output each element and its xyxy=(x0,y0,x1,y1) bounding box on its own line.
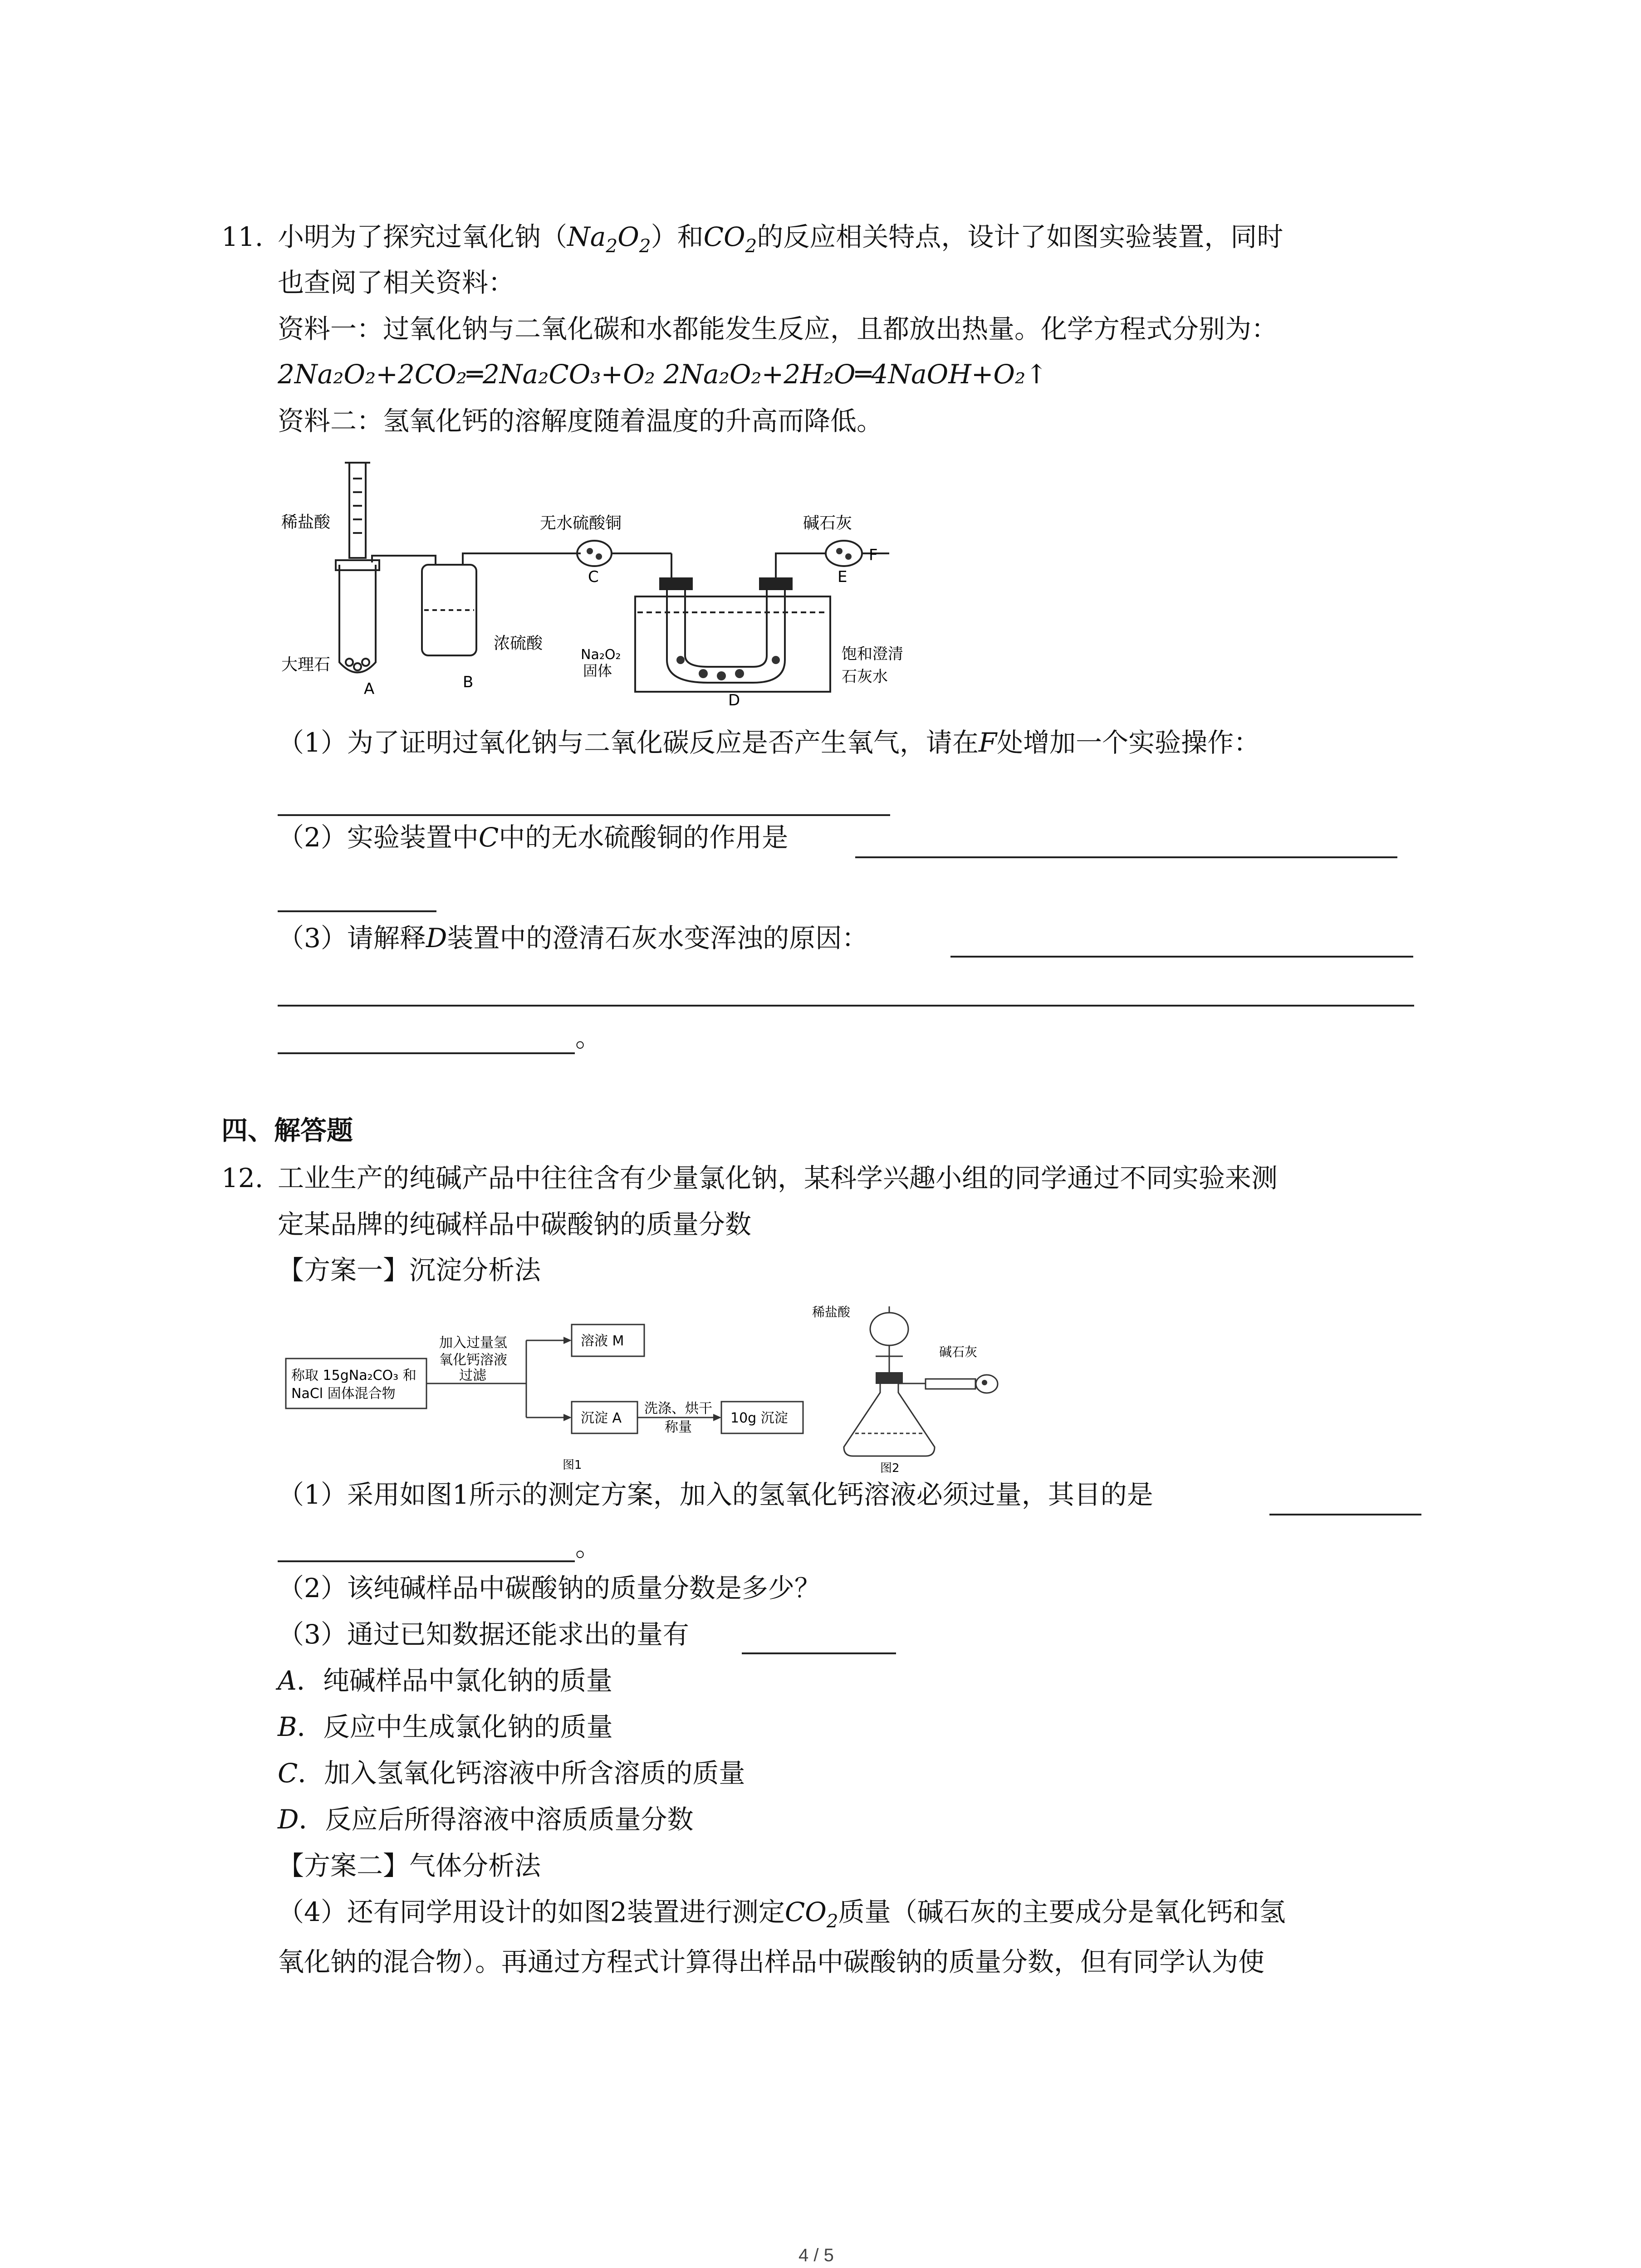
q12-option-d[interactable]: D．反应后所得溶液中溶质质量分数 xyxy=(278,1804,694,1835)
q12-plan1: 【方案一】沉淀分析法 xyxy=(278,1255,541,1286)
q12-apparatus-fig2 xyxy=(812,1297,1003,1479)
q11-sub1: （1）为了证明过氧化钠与二氧化碳反应是否产生氧气，请在F处增加一个实验操作： xyxy=(278,727,1260,758)
page-number: 4 / 5 xyxy=(798,2245,834,2265)
q12-flowchart-fig1 xyxy=(281,1311,821,1474)
label-conc-h2so4: 浓硫酸 xyxy=(494,634,543,653)
svg-text:碱石灰: 碱石灰 xyxy=(939,1344,978,1359)
label-marble: 大理石 xyxy=(281,655,331,674)
svg-text:稀盐酸: 稀盐酸 xyxy=(812,1305,851,1320)
svg-text:沉淀 A: 沉淀 A xyxy=(581,1410,622,1426)
svg-text:称取 15gNa₂CO₃ 和: 称取 15gNa₂CO₃ 和 xyxy=(291,1368,416,1383)
q11-info1: 资料一：过氧化钠与二氧化碳和水都能发生反应，且都放出热量。化学方程式分别为： xyxy=(278,313,1278,344)
q12-sub1-answer-line[interactable] xyxy=(1269,1514,1421,1515)
q11-sub2-answer-line[interactable] xyxy=(855,856,1397,858)
q12-sub1: （1）采用如图1所示的测定方案，加入的氢氧化钙溶液必须过量，其目的是 xyxy=(278,1479,1153,1510)
svg-text:10g 沉淀: 10g 沉淀 xyxy=(730,1410,788,1426)
label-e: E xyxy=(838,568,847,586)
q11-sub3-answer-line[interactable] xyxy=(950,956,1413,958)
fig2-label: 图2 xyxy=(880,1461,900,1475)
q11-sub2: （2）实验装置中C中的无水硫酸铜的作用是 xyxy=(278,822,789,853)
q12-sub4-line2: 氧化钠的混合物）。再通过方程式计算得出样品中碳酸钠的质量分数，但有同学认为使 xyxy=(278,1946,1265,1977)
syringe-icon xyxy=(349,463,366,558)
label-soda-lime: 碱石灰 xyxy=(803,514,852,533)
label-anhydrous-cuso4: 无水硫酸铜 xyxy=(540,514,622,533)
q11-sub3-answer-line3[interactable] xyxy=(278,1052,575,1054)
separatory-funnel-icon xyxy=(870,1313,908,1345)
q12-stem-line2: 定某品牌的纯碱样品中碳酸钠的质量分数 xyxy=(278,1209,752,1240)
q12-sub3-answer-line[interactable] xyxy=(742,1652,896,1654)
label-a: A xyxy=(364,680,375,698)
q12-sub1-answer-line2[interactable] xyxy=(278,1560,575,1562)
svg-text:称量: 称量 xyxy=(665,1419,692,1435)
svg-text:加入过量氢: 加入过量氢 xyxy=(439,1335,507,1351)
svg-text:NaCl 固体混合物: NaCl 固体混合物 xyxy=(291,1386,396,1402)
label-solid: 固体 xyxy=(583,662,612,679)
q11-info2: 资料二：氢氧化钙的溶解度随着温度的升高而降低。 xyxy=(278,406,883,436)
q12-option-c[interactable]: C．加入氢氧化钙溶液中所含溶质的质量 xyxy=(278,1758,745,1789)
label-c: C xyxy=(588,568,599,586)
drying-tube-c-icon xyxy=(577,541,612,566)
q11-sub3-answer-line2[interactable] xyxy=(278,1005,1414,1007)
q11-sub3: （3）请解释D装置中的澄清石灰水变浑浊的原因： xyxy=(278,923,868,953)
svg-text:溶液 M: 溶液 M xyxy=(581,1333,624,1349)
q11-apparatus-figure xyxy=(281,460,912,705)
label-dilute-hcl: 稀盐酸 xyxy=(281,513,331,532)
q11-number: 11. xyxy=(221,221,264,252)
fig1-label: 图1 xyxy=(563,1458,582,1472)
label-d: D xyxy=(728,691,740,705)
label-na2o2: Na₂O₂ xyxy=(581,647,621,663)
svg-text:洗涤、烘干: 洗涤、烘干 xyxy=(644,1401,712,1417)
label-f: F xyxy=(869,546,878,564)
q12-sub3: （3）通过已知数据还能求出的量有 xyxy=(278,1619,689,1650)
q11-sub1-answer-line[interactable] xyxy=(278,814,890,816)
q11-sub2-answer-line2[interactable] xyxy=(278,910,436,912)
label-b: B xyxy=(463,673,474,691)
conical-flask-icon xyxy=(844,1374,935,1456)
soda-lime-tube-e-icon xyxy=(826,541,862,566)
section-title: 四、解答题 xyxy=(221,1115,353,1146)
q11-sub3-period: 。 xyxy=(575,1022,602,1053)
q12-stem-line1: 工业生产的纯碱产品中往往含有少量氯化钠，某科学兴趣小组的同学通过不同实验来测 xyxy=(278,1163,1278,1193)
q11-stem-line2: 也查阅了相关资料： xyxy=(278,267,515,298)
q12-number: 12. xyxy=(221,1163,264,1193)
q12-sub2: （2）该纯碱样品中碳酸钠的质量分数是多少？ xyxy=(278,1573,821,1603)
label-limewater-2: 石灰水 xyxy=(842,668,888,686)
q12-sub1-period: 。 xyxy=(575,1531,602,1562)
svg-text:过滤: 过滤 xyxy=(459,1368,486,1383)
q12-option-b[interactable]: B．反应中生成氯化钠的质量 xyxy=(278,1711,613,1742)
q12-plan2: 【方案二】气体分析法 xyxy=(278,1850,541,1881)
q12-sub4-line1: （4）还有同学用设计的如图2装置进行测定$CO_2$质量（碱石灰的主要成分是氧化钙和氢 xyxy=(278,1897,1286,1932)
drying-tube-icon xyxy=(926,1379,975,1389)
q11-equations: 2Na₂O₂+2CO₂═2Na₂CO₃+O₂ 2Na₂O₂+2H₂O═4NaOH+O₂↑ xyxy=(278,359,1048,390)
label-limewater-1: 饱和澄清 xyxy=(842,645,903,663)
beaker-d-icon xyxy=(635,596,830,692)
q12-option-a[interactable]: A．纯碱样品中氯化钠的质量 xyxy=(278,1665,612,1696)
q11-stem-line1: 小明为了探究过氧化钠$(Na_2O_2)$和$CO_2$的反应相关特点，设计了如图实验装置，同时 xyxy=(278,221,1283,257)
svg-text:氧化钙溶液: 氧化钙溶液 xyxy=(439,1352,507,1368)
test-tube-a-icon xyxy=(339,565,376,673)
